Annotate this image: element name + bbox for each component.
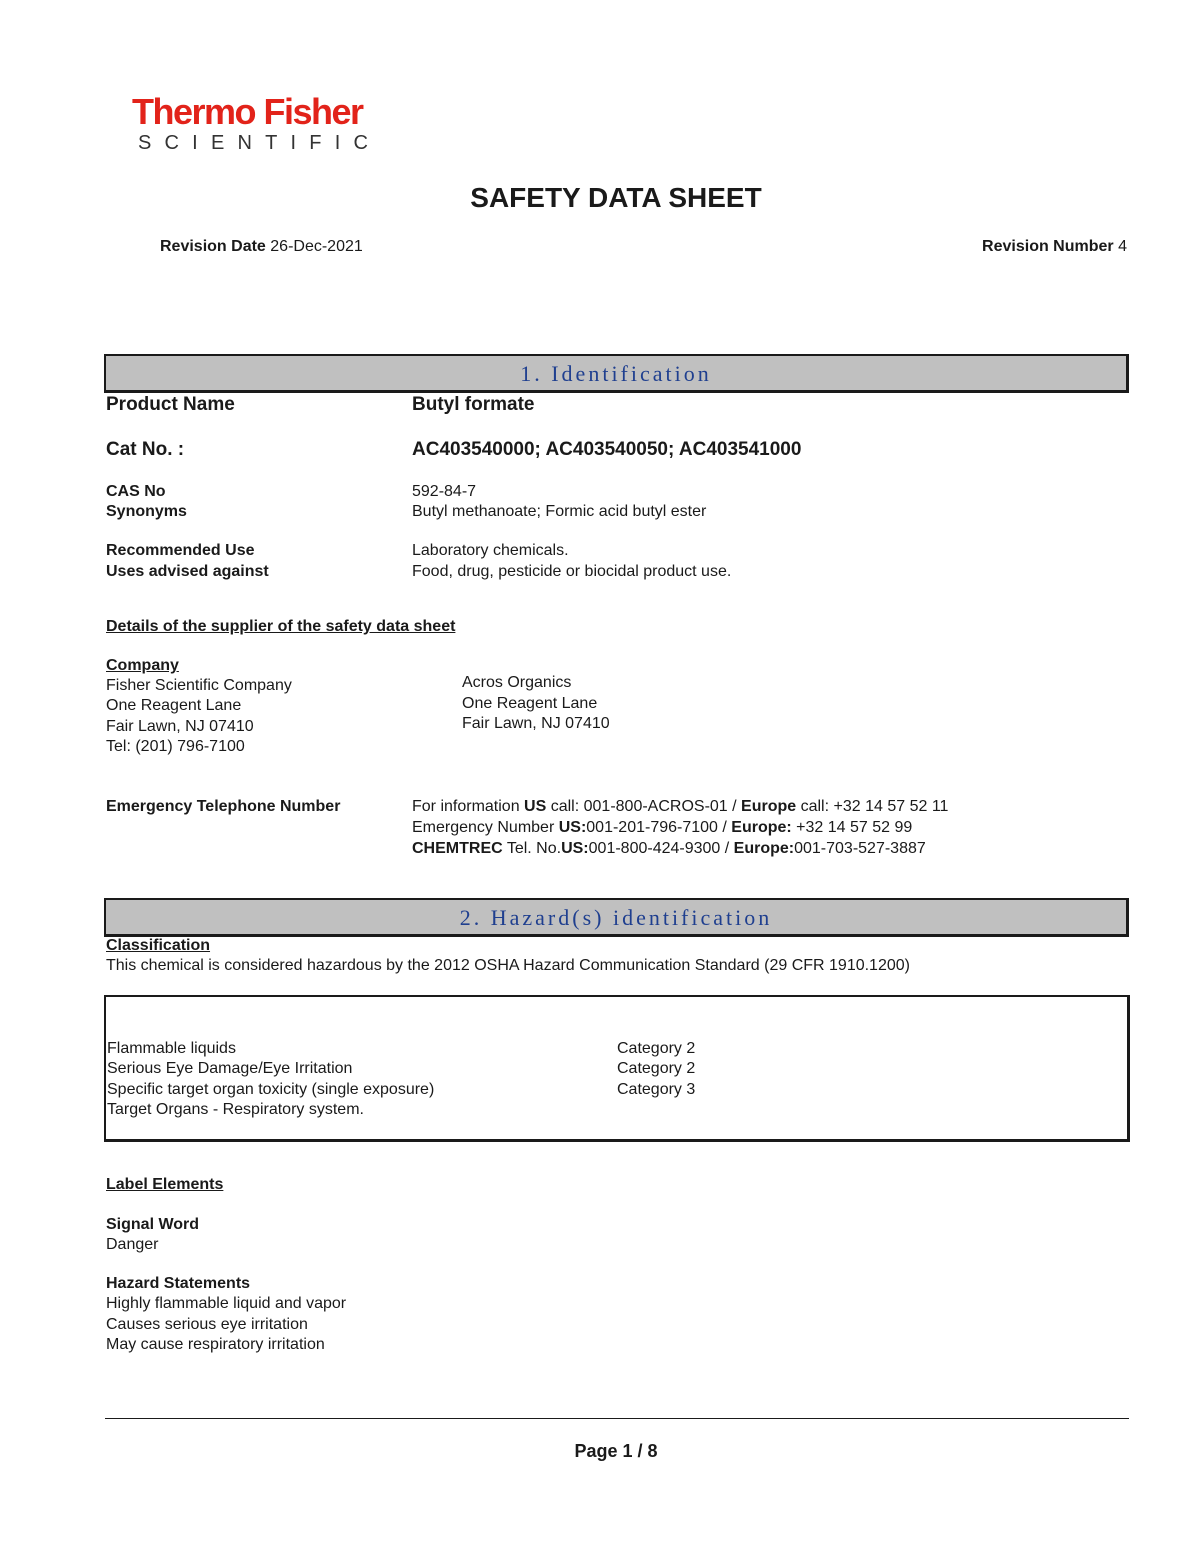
- revision-date: [160, 238, 363, 256]
- section-2-title: 2. Hazard(s) identification: [459, 905, 773, 930]
- emergency-text: 001-201-796-7100 /: [586, 819, 732, 836]
- hazard-category: Category 2: [617, 1040, 696, 1057]
- company-line: Fisher Scientific Company: [106, 677, 292, 694]
- acros-line: Fair Lawn, NJ 07410: [462, 715, 610, 732]
- company-line: Fair Lawn, NJ 07410: [106, 718, 254, 735]
- emergency-text: 001-800-424-9300 /: [588, 840, 734, 857]
- emergency-text: call: +32 14 57 52 11: [796, 798, 949, 815]
- classification-text: This chemical is considered hazardous by the 2012 OSHA Hazard Communication Standard (29 CFR 1910.1200): [106, 957, 910, 974]
- synonyms-label: Synonyms: [106, 503, 187, 520]
- hazard-category: Category 3: [617, 1081, 696, 1098]
- emergency-region: US:: [561, 840, 589, 857]
- chemtrec-line: [412, 839, 926, 860]
- revision-number: [982, 238, 1127, 256]
- product-name-label: Product Name: [106, 394, 235, 415]
- cas-label: CAS No: [106, 483, 166, 500]
- section-1-title: 1. Identification: [520, 361, 712, 386]
- emergency-region: Europe:: [733, 840, 795, 857]
- emergency-number-line: [412, 818, 912, 839]
- emergency-region: Europe:: [731, 819, 792, 836]
- footer-divider: [105, 1418, 1129, 1419]
- cas-value: 592-84-7: [412, 483, 477, 500]
- uses-advised-against-label: Uses advised against: [106, 563, 269, 580]
- company-line: One Reagent Lane: [106, 697, 242, 714]
- section-2-header: [104, 898, 1129, 937]
- emergency-text: Tel. No.: [502, 840, 562, 857]
- emergency-text: For information: [412, 798, 525, 815]
- logo-wordmark: Thermo Fisher: [132, 91, 363, 132]
- emergency-text: +32 14 57 52 99: [791, 819, 913, 836]
- logo-subtitle: SCIENTIFIC: [138, 132, 382, 154]
- synonyms-value: Butyl methanoate; Formic acid butyl ester: [412, 503, 707, 520]
- hazard-name: Serious Eye Damage/Eye Irritation: [107, 1060, 353, 1077]
- hazard-statements-label: Hazard Statements: [106, 1275, 251, 1292]
- cat-no-label: Cat No. :: [106, 439, 185, 460]
- emergency-info-line: [412, 797, 948, 818]
- company-line: Tel: (201) 796-7100: [106, 738, 245, 755]
- emergency-phone-label: Emergency Telephone Number: [106, 798, 341, 815]
- revision-date-label: Revision Date: [160, 238, 266, 255]
- uses-advised-against-value: Food, drug, pesticide or biocidal product use.: [412, 563, 732, 580]
- label-elements-heading: Label Elements: [106, 1176, 224, 1193]
- revision-number-label: Revision Number: [982, 238, 1114, 255]
- page-number: Page 1 / 8: [574, 1441, 658, 1461]
- hazard-category: Category 2: [617, 1060, 696, 1077]
- emergency-region: Europe: [741, 798, 797, 815]
- supplier-heading: Details of the supplier of the safety data sheet: [106, 618, 456, 635]
- acros-line: Acros Organics: [462, 674, 572, 691]
- product-name-value: Butyl formate: [412, 394, 535, 415]
- target-organs: Target Organs - Respiratory system.: [107, 1101, 364, 1118]
- hazard-statement: Highly flammable liquid and vapor: [106, 1295, 347, 1312]
- company-heading: Company: [106, 657, 179, 674]
- classification-heading: Classification: [106, 937, 211, 954]
- acros-line: One Reagent Lane: [462, 695, 598, 712]
- recommended-use-label: Recommended Use: [106, 542, 255, 559]
- document-title: SAFETY DATA SHEET: [470, 182, 762, 213]
- signal-word-value: Danger: [106, 1236, 159, 1253]
- hazard-name: Specific target organ toxicity (single exposure): [107, 1081, 435, 1098]
- revision-number-value: 4: [1118, 238, 1127, 255]
- recommended-use-value: Laboratory chemicals.: [412, 542, 569, 559]
- emergency-text: Emergency Number: [412, 819, 559, 836]
- emergency-text: 001-703-527-3887: [794, 840, 926, 857]
- hazard-name: Flammable liquids: [107, 1040, 236, 1057]
- hazard-statement: Causes serious eye irritation: [106, 1316, 308, 1333]
- emergency-region: US:: [558, 819, 587, 836]
- emergency-region: US: [524, 798, 547, 815]
- revision-date-value: 26-Dec-2021: [270, 238, 363, 255]
- chemtrec-label: CHEMTREC: [412, 840, 503, 857]
- section-1-header: [104, 354, 1129, 393]
- hazard-statement: May cause respiratory irritation: [106, 1336, 325, 1353]
- signal-word-label: Signal Word: [106, 1216, 200, 1233]
- cat-no-value: AC403540000; AC403540050; AC403541000: [412, 439, 802, 460]
- emergency-text: call: 001-800-ACROS-01 /: [546, 798, 742, 815]
